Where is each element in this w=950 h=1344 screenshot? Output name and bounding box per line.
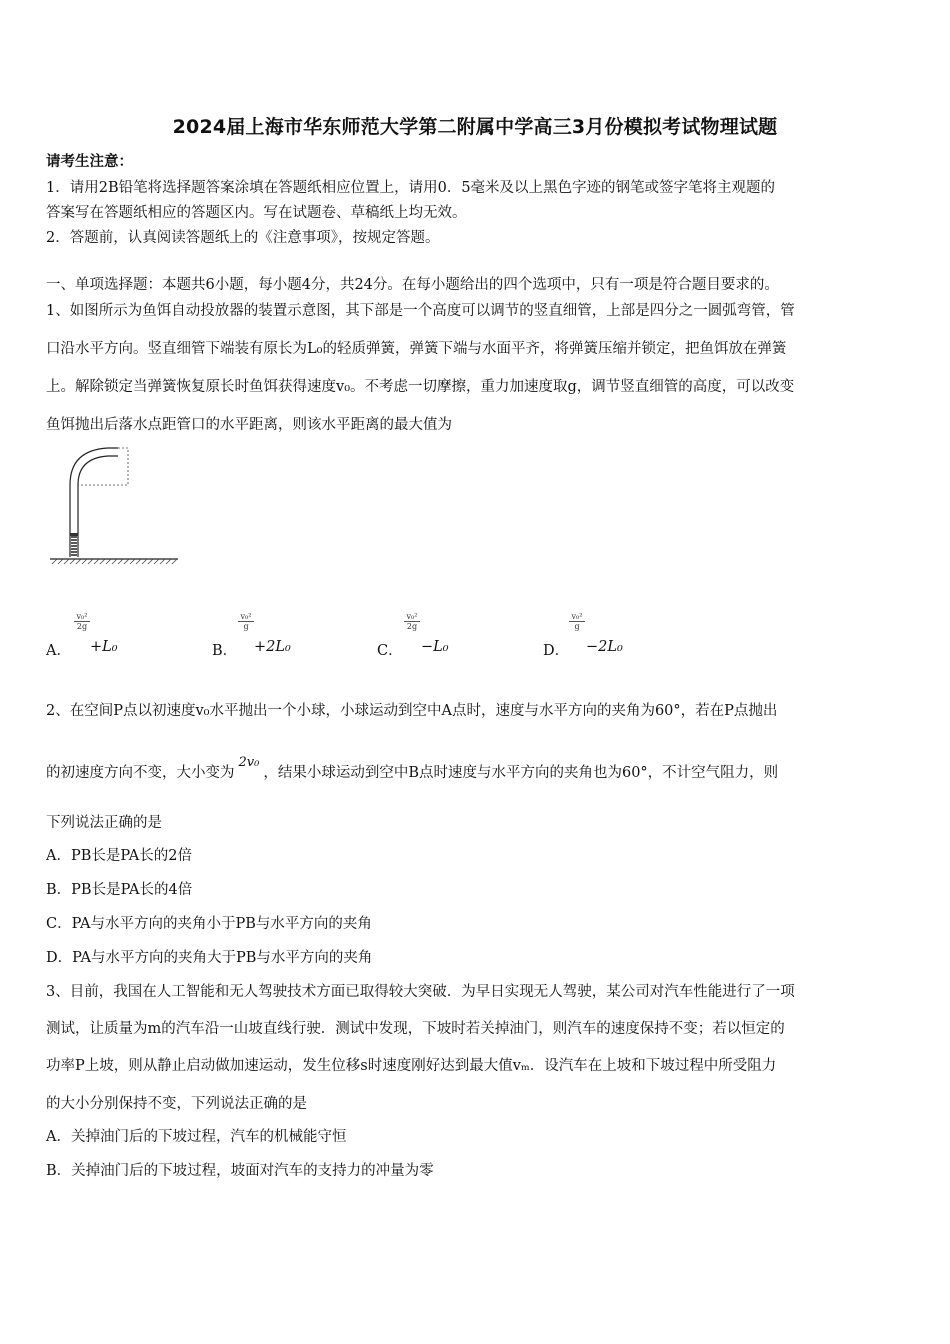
q1-option-c-tail: −L₀ <box>421 639 449 655</box>
q3-line-2: 测试，让质量为m的汽车沿一山坡直线行驶．测试中发现，下坡时若关掉油门，则汽车的速度保持不变；若以恒定的 <box>46 1021 785 1037</box>
q1-option-a-tail: +L₀ <box>90 639 118 655</box>
q2-line-2 <box>46 755 908 784</box>
q2-option-a[interactable]: A．PB长是PA长的2倍 <box>46 848 193 864</box>
q2-option-b[interactable]: B．PB长是PA长的4倍 <box>46 882 193 898</box>
q1-option-a-label: A． <box>46 643 71 659</box>
q1-option-b-label: B． <box>212 643 238 659</box>
q2-inline-math: 2v₀ <box>238 755 260 770</box>
notice-item-2: 2．答题前，认真阅读答题纸上的《注意事项》，按规定答题。 <box>46 230 440 246</box>
q2-line-2-a: 的初速度方向不变，大小变为 <box>46 765 235 781</box>
q1-line-2: 口沿水平方向。竖直细管下端装有原长为L₀的轻质弹簧，弹簧下端与水面平齐，将弹簧压缩并锁定，把鱼饵放在弹簧 <box>46 341 787 357</box>
q1-option-b-fraction: $\frac{\text{v₀²}}{g}$ <box>238 612 254 631</box>
q1-option-a-fraction: $\frac{\text{v₀²}}{2g}$ <box>74 612 90 631</box>
q3-option-a[interactable]: A．关掉油门后的下坡过程，汽车的机械能守恒 <box>46 1129 347 1145</box>
q2-line-2-b: ，结果小球运动到空中B点时速度与水平方向的夹角也为60°，不计空气阻力，则 <box>263 765 779 781</box>
q1-option-d-tail: −2L₀ <box>586 639 623 655</box>
q3-line-3: 功率P上坡，则从静止启动做加速运动，发生位移s时速度刚好达到最大值vₘ．设汽车在上坡和下坡过程中所受阻力 <box>46 1058 777 1074</box>
q1-line-4: 鱼饵抛出后落水点距管口的水平距离，则该水平距离的最大值为 <box>46 417 452 433</box>
page-title: 2024届上海市华东师范大学第二附属中学高三3月份模拟考试物理试题 <box>172 116 778 138</box>
q3-option-b[interactable]: B．关掉油门后的下坡过程，坡面对汽车的支持力的冲量为零 <box>46 1163 434 1179</box>
q3-line-1: 3、目前，我国在人工智能和无人驾驶技术方面已取得较大突破．为早日实现无人驾驶，某公司对汽车性能进行了一项 <box>46 984 795 1000</box>
q1-option-d-fraction: $\frac{\text{v₀²}}{g}$ <box>569 612 585 631</box>
q2-option-c[interactable]: C．PA与水平方向的夹角小于PB与水平方向的夹角 <box>46 916 372 932</box>
q1-option-c-fraction: $\frac{\text{v₀²}}{2g}$ <box>404 612 420 631</box>
q2-line-3: 下列说法正确的是 <box>46 815 162 831</box>
notice-item-1a: 1．请用2B铅笔将选择题答案涂填在答题纸相应位置上，请用0．5毫米及以上黑色字迹的钢笔或签字笔将主观题的 <box>46 180 776 196</box>
notice-item-1b: 答案写在答题纸相应的答题区内。写在试题卷、草稿纸上均无效。 <box>46 205 467 221</box>
notice-heading: 请考生注意： <box>46 153 133 170</box>
fish-bait-device-figure <box>48 445 182 570</box>
q2-option-d[interactable]: D．PA与水平方向的夹角大于PB与水平方向的夹角 <box>46 950 373 966</box>
q1-option-c-label: C． <box>377 643 403 659</box>
q1-option-d-label: D． <box>543 643 570 659</box>
q1-option-b-tail: +2L₀ <box>254 639 291 655</box>
q2-line-1: 2、在空间P点以初速度v₀水平抛出一个小球，小球运动到空中A点时，速度与水平方向的夹角为60°，若在P点抛出 <box>46 703 778 719</box>
q1-line-3: 上。解除锁定当弹簧恢复原长时鱼饵获得速度v₀。不考虑一切摩擦，重力加速度取g，调节竖直细管的高度，可以改变 <box>46 379 795 395</box>
section-heading: 一、单项选择题：本题共6小题，每小题4分，共24分。在每小题给出的四个选项中，只有一项是符合题目要求的。 <box>46 277 779 293</box>
q3-line-4: 的大小分别保持不变，下列说法正确的是 <box>46 1096 307 1112</box>
q1-line-1: 1、如图所示为鱼饵自动投放器的装置示意图，其下部是一个高度可以调节的竖直细管，上部是四分之一圆弧弯管，管 <box>46 303 795 319</box>
